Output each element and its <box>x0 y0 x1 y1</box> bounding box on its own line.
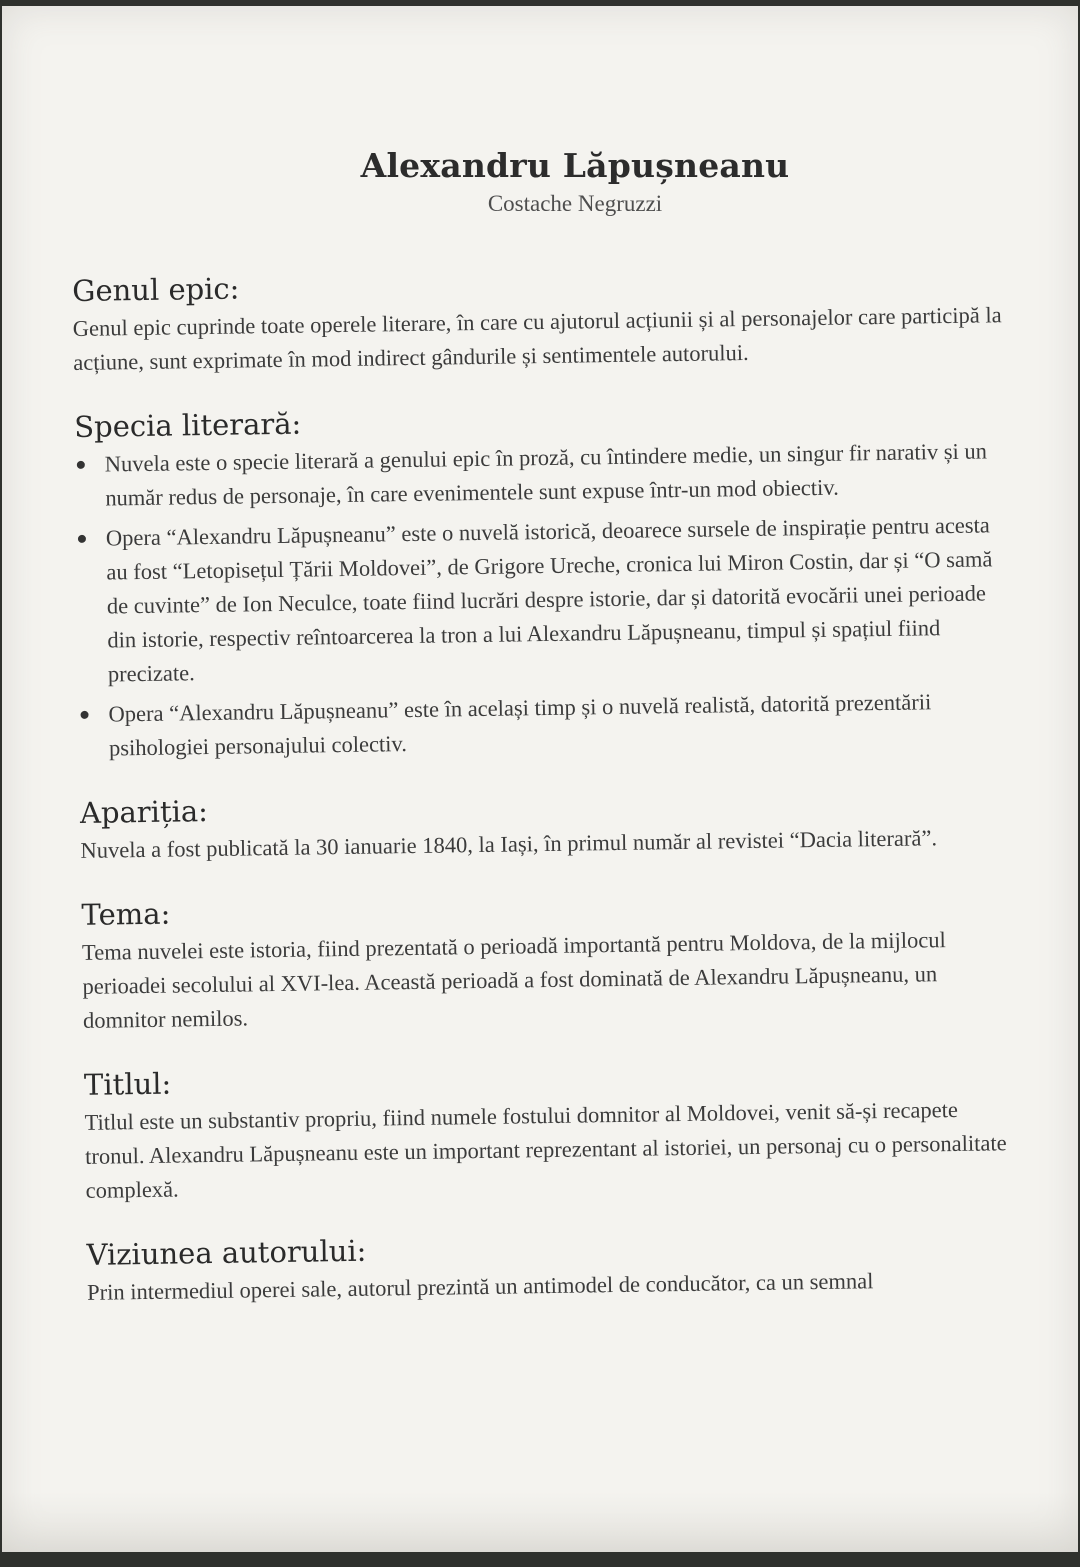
document-body <box>72 260 1023 1340</box>
section-text: Titlul este un substantiv propriu, fiind numele fostului domnitor al Moldovei, venit să-și recapete tronul. Alexandru Lăpușneanu este un important reprezentant al istoriei, un personaj cu o personalitate complexă. <box>84 1096 1007 1203</box>
list-item-text: Opera “Alexandru Lăpușneanu” este în același timp și o nuvelă realistă, datorită prezentării psihologiei personajului colectiv. <box>108 689 932 761</box>
section-heading: Viziunea autorului: <box>86 1233 367 1272</box>
document-header <box>2 146 1078 217</box>
list-item <box>75 434 1011 516</box>
document-author: Costache Negruzzi <box>487 191 663 216</box>
section-heading: Genul epic: <box>72 271 240 308</box>
bullet-list <box>75 434 1015 766</box>
list-item-text: Nuvela este o specie literară a genului epic în proză, cu întindere medie, un singur fir narativ și un număr redus de personaje, în care evenimentele sunt expuse într-un mod obiectiv. <box>104 438 988 511</box>
document-title: Alexandru Lăpușneanu <box>360 146 790 185</box>
bullet-icon <box>80 711 88 719</box>
section-specia-literara <box>74 396 1014 766</box>
section-titlul <box>84 1054 1021 1208</box>
list-item <box>76 508 1013 692</box>
section-text: Nuvela a fost publicată la 30 ianuarie 1840, la Iași, în primul număr al revistei “Dacia literară”. <box>80 825 938 863</box>
section-text: Tema nuvelei este istoria, fiind prezentată o perioadă importantă pentru Moldova, de la mijlocul perioadei secolului al XVI-lea. Această perioadă a fost dominată de Alexandru Lăpușneanu, un domnitor nemilos. <box>81 927 946 1033</box>
section-heading: Apariția: <box>79 794 209 830</box>
bullet-icon <box>78 535 86 543</box>
document-page <box>2 6 1078 1552</box>
section-heading: Tema: <box>81 896 171 932</box>
section-genul-epic <box>72 260 1008 380</box>
section-text: Prin intermediul operei sale, autorul prezintă un antimodel de conducător, ca un semnal <box>86 1268 874 1305</box>
section-tema <box>81 884 1018 1038</box>
section-heading: Titlul: <box>83 1066 172 1102</box>
list-item <box>78 684 1014 766</box>
section-aparitia <box>80 782 1016 868</box>
section-viziunea-autorului <box>86 1224 1022 1310</box>
section-heading: Specia literară: <box>74 406 302 444</box>
bullet-icon <box>77 461 85 469</box>
page-bottom-shadow <box>2 1492 1078 1552</box>
section-text: Genul epic cuprinde toate operele literare, în care cu ajutorul acțiunii și al personajelor care participă la acțiune, sunt exprimate în mod indirect gândurile și sentimentele autorului. <box>72 302 1002 375</box>
list-item-text: Opera “Alexandru Lăpușneanu” este o nuvelă istorică, deoarece sursele de inspirație pentru acesta au fost “Letopisețul Țării Moldovei”, de Grigore Ureche, cronica lui Miron Costin, dar și “O samă de cuvinte” de Ion Neculce, toate fiind lucrări despre istorie, dar și datorită evocării unei perioade din istorie, respectiv reîntoarcerea la tron a lui Alexandru Lăpușneanu, timpul și spațiul fiind precizate. <box>105 512 993 687</box>
